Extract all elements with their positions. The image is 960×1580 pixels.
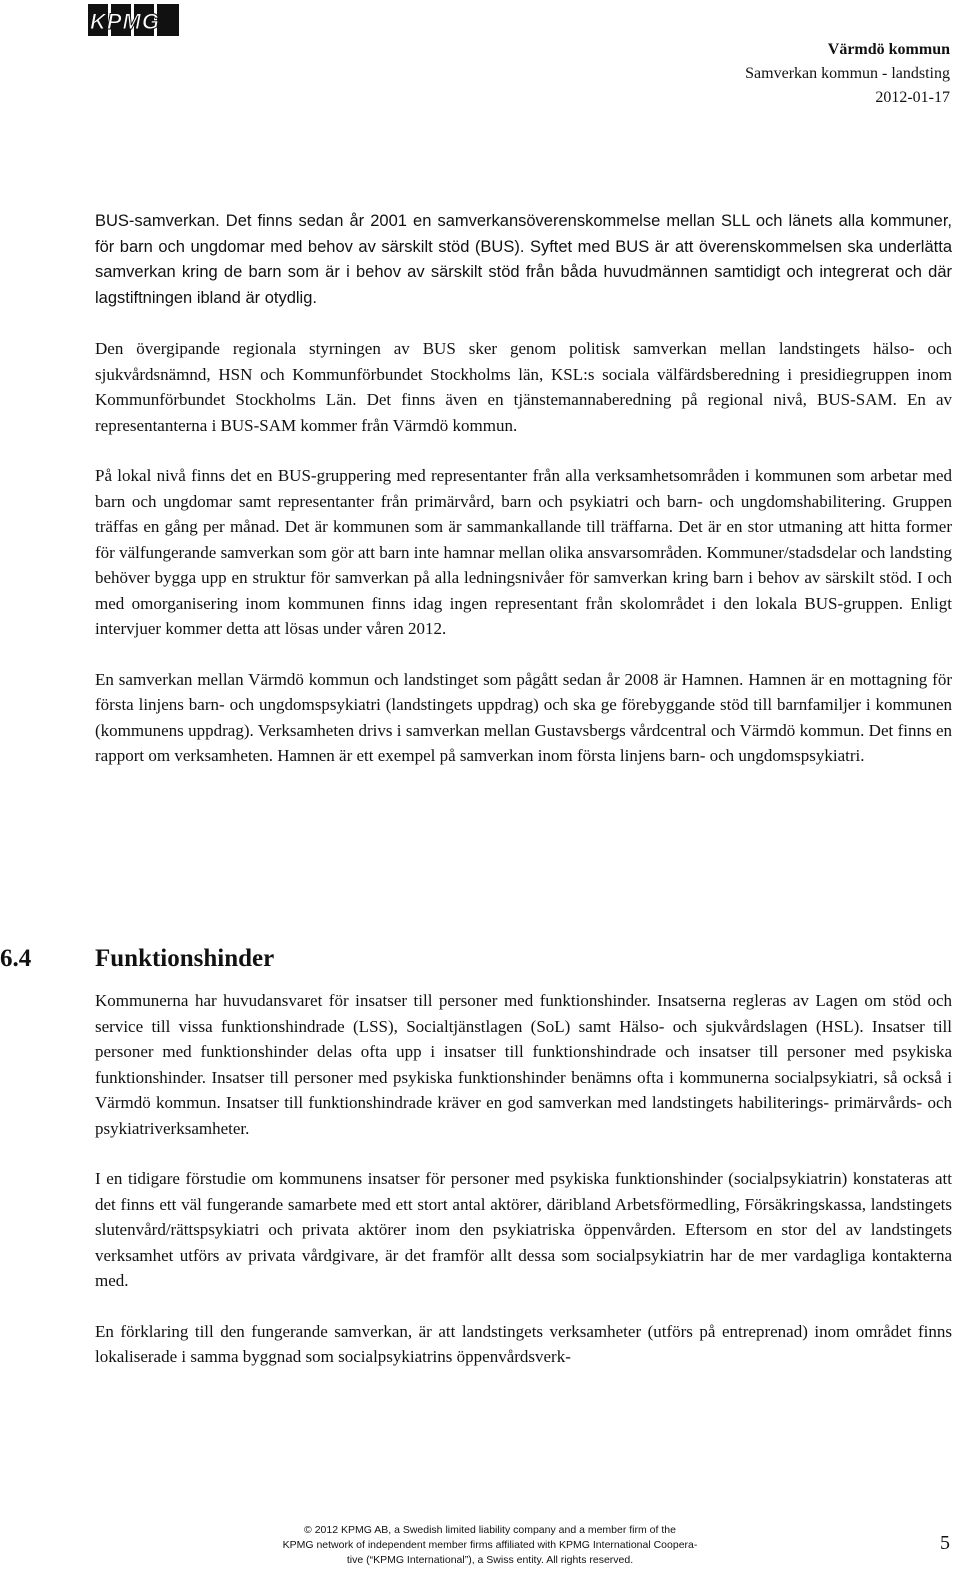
header-date: 2012-01-17: [875, 89, 950, 106]
paragraph-forstudie: I en tidigare förstudie om kommunens insatser för personer med psykiska funktionshinder (socialpsykiatrin) konstateras att det finns ett väl fungerande samarbete med ett stort antal aktörer, däribland Arbetsförmedling, Försäkringskassa, landstingets slutenvård/rättspsykiatri och privata aktörer inom den psykiatriska öppenvården. Eftersom en stor del av landstingets verksamhet utförs av privata vårdgivare, är det framför allt dessa som socialpsykiatrin har de mer vardagliga kontakterna med.: [95, 1169, 952, 1290]
body-text-section: [95, 988, 952, 1395]
section-number: 6.4: [0, 945, 32, 972]
logo-text: KPMG: [90, 9, 160, 34]
page-number: 5: [940, 1532, 950, 1554]
paragraph-regional-styrning: Den övergipande regionala styrningen av BUS sker genom politisk samverkan mellan landstingets hälso- och sjukvårdsnämnd, HSN och Kommunförbundet Stockholms län, KSL:s sociala välfärdsberedning i presidiegruppen inom Kommunförbundet Stockholms Län. Det finns även en tjänstemannaberedning på regional nivå, BUS-SAM. En av representanterna i BUS-SAM kommer från Värmdö kommun.: [95, 339, 952, 435]
paragraph-huvudansvar: Kommunerna har huvudansvaret för insatser till personer med funktionshinder. Insatserna regleras av Lagen om stöd och service till vissa funktionshindrade (LSS), Socialtjänstlagen (SoL) samt Hälso- och sjukvårdslagen (HSL). Insatser till personer med funktionshinder delas ofta upp i insatser till funktionshindrade och insatser till personer med psykiska funktionshinder. Insatser till personer med psykiska funktionshinder benämns ofta i kommunerna socialpsykiatri, så också i Värmdö kommun. Insatser till funktionshindrade kräver en god samverkan med landstingets habiliterings- primärvårds- och psykiatriverksamheter.: [95, 991, 952, 1138]
page-header: [745, 38, 950, 110]
header-organization: Värmdö kommun: [827, 41, 950, 58]
section-title: Funktionshinder: [95, 945, 275, 972]
body-text-top: [95, 209, 952, 794]
paragraph-bus-samverkan: BUS-samverkan. Det finns sedan år 2001 en samverkansöverenskommelse mellan SLL och länets alla kommuner, för barn och ungdomar med behov av särskilt stöd (BUS). Syftet med BUS är att överenskommelsen ska underlätta samverkan kring de barn som är i behov av särskilt stöd från båda huvudmännen samtidigt och integrerat och där lagstiftningen ibland är otydlig.: [95, 212, 952, 307]
paragraph-hamnen: En samverkan mellan Värmdö kommun och landstinget som pågått sedan år 2008 är Hamnen. Hamnen är en mottagning för första linjens barn- och ungdomspsykiatri (landstingets uppdrag) och ska ge förebyggande stöd till barnfamiljer i kommunen (kommunens uppdrag). Verksamheten drivs i samverkan mellan Gustavsbergs vårdcentral och Värmdö kommun. Det finns en rapport om verksamheten. Hamnen är ett exempel på samverkan inom första linjens barn- och ungdomspsykiatri.: [95, 669, 952, 765]
logo-box-4: [157, 4, 179, 36]
footer-line-2: KPMG network of independent member firms affiliated with KPMG International Coopera-: [282, 1539, 698, 1551]
footer-line-3: tive (“KPMG International”), a Swiss entity. All rights reserved.: [346, 1554, 634, 1566]
section-heading: [0, 942, 960, 978]
paragraph-lokal-niva: På lokal nivå finns det en BUS-gruppering med representanter från alla verksamhetsområden i kommunen som arbetar med barn och ungdomar samt representanter från primärvård, barn och psykiatri och barn- och ungdomshabilitering. Gruppen träffas en gång per månad. Det är kommunen som är sammankallande till träffarna. Det är en stor utmaning att hitta former för välfungerande samverkan som gör att barn inte hamnar mellan olika ansvarsområden. Kommuner/stadsdelar och landsting behöver bygga upp en struktur för samverkan på alla ledningsnivåer för samverkan kring barn i behov av särskilt stöd. I och med omorganisering inom kommunen finns idag ingen representant från skolområdet i den lokala BUS-gruppen. Enligt intervjuer kommer detta att lösas under våren 2012.: [95, 466, 952, 638]
kpmg-logo: [88, 4, 179, 36]
header-document-title: Samverkan kommun - landsting: [745, 65, 950, 82]
paragraph-forklaring: En förklaring till den fungerande samverkan, är att landstingets verksamheter (utförs på entreprenad) inom området finns lokaliserade i samma byggnad som socialpsykiatrins öppenvårdsverk-: [95, 1321, 952, 1366]
page-footer: [255, 1523, 725, 1568]
footer-line-1: © 2012 KPMG AB, a Swedish limited liability company and a member firm of the: [304, 1524, 676, 1536]
